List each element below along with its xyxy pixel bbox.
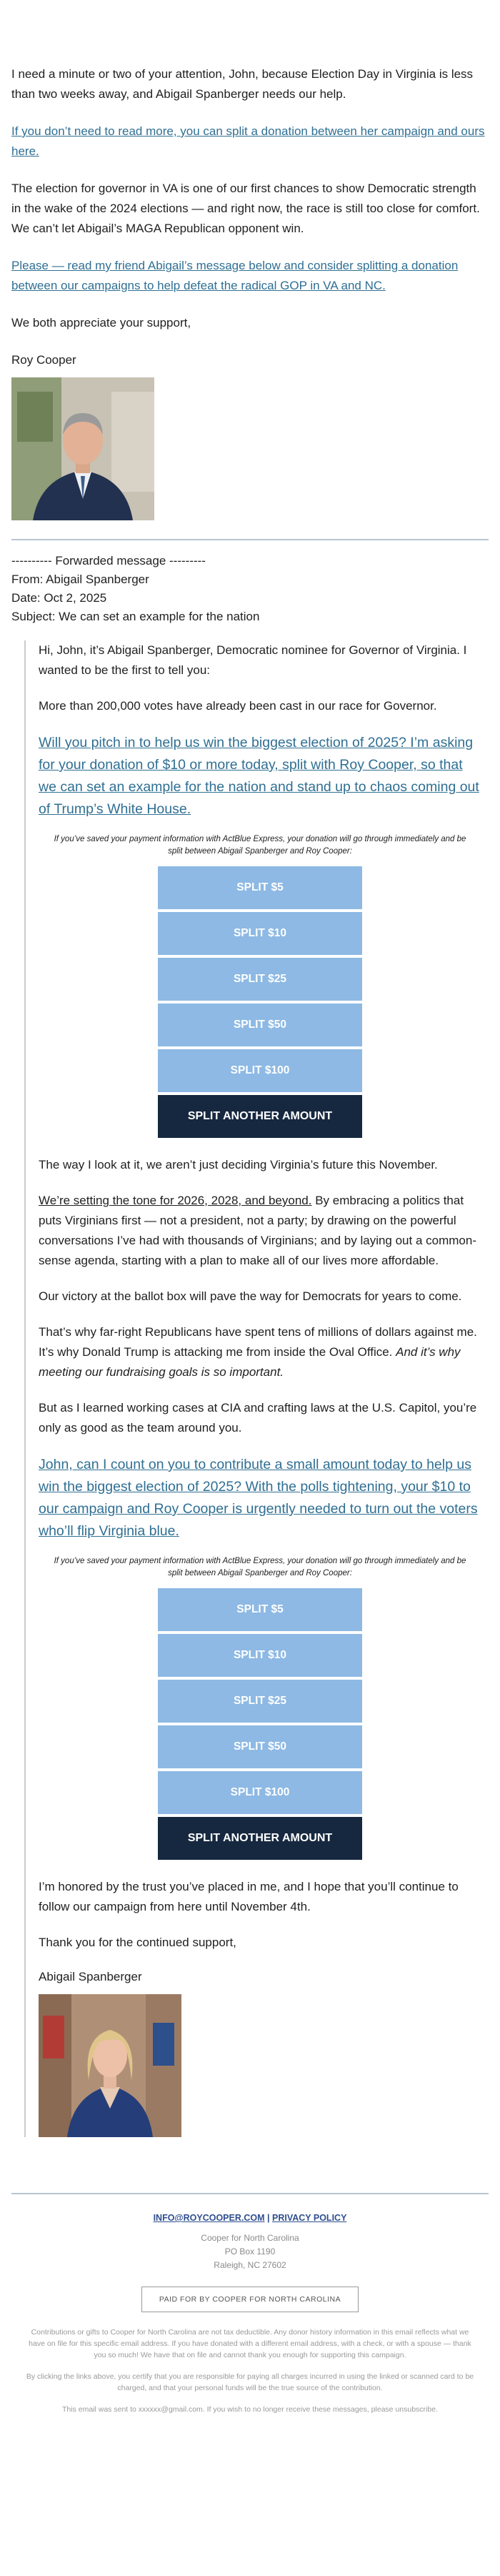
paid-for-disclaimer: PAID FOR BY COOPER FOR NORTH CAROLINA bbox=[141, 2287, 359, 2312]
message-paragraph-5: Our victory at the ballot box will pave the way for Democrats for years to come. bbox=[39, 1289, 462, 1303]
read-message-link[interactable]: Please — read my friend Abigail’s message below and consider splitting a donation between our campaigns to help defeat the radical GOP in VA and NC. bbox=[11, 259, 459, 292]
forwarded-message bbox=[24, 640, 489, 2137]
message-paragraph-8: I’m honored by the trust you’ve placed in me, and I hope that you’ll continue to follow our campaign from here until November 4th. bbox=[39, 1880, 459, 1913]
contribution-disclaimer: Contributions or gifts to Cooper for North Carolina are not tax deductible. Any donor history information in this email reflects what we have on file for this specific email address. If you have donated with a different email address, with a check, or with a spouse — thank you so much! We have that on file and cannot thank you enough for supporting this campaign. bbox=[29, 2328, 471, 2359]
message-paragraph-9: Thank you for the continued support, bbox=[39, 1936, 236, 1949]
email-contact-link[interactable]: INFO@ROYCOOPER.COM bbox=[153, 2213, 265, 2223]
fundraising-italic-text: And it’s why meeting our fundraising goals is so important. bbox=[39, 1345, 461, 1379]
split-5-button[interactable]: SPLIT $5 bbox=[158, 1588, 362, 1631]
roy-cooper-signature: Roy Cooper bbox=[11, 353, 76, 367]
tone-rest-text: By embracing a politics that puts Virginians first — not a president, not a party; by drawing on the powerful conversations I’ve had with thousands of Virginians; and by laying out a common-sense agenda, starting with a plan to make all of our lives more affordable. bbox=[39, 1194, 476, 1267]
intro-closing: We both appreciate your support, bbox=[11, 316, 191, 330]
tone-underline-text: We’re setting the tone for 2026, 2028, and beyond. bbox=[39, 1194, 312, 1207]
message-paragraph-7: But as I learned working cases at CIA and crafting laws at the U.S. Capitol, you’re only as good as the team around you. bbox=[39, 1401, 477, 1435]
abigail-spanberger-signature: Abigail Spanberger bbox=[39, 1970, 142, 1983]
intro-paragraph-1: I need a minute or two of your attention, John, because Election Day in Virginia is less than two weeks away, and Abigail Spanberger needs our help. bbox=[11, 67, 474, 101]
actblue-note-1: If you’ve saved your payment information with ActBlue Express, your donation will go through immediately and be split between Abigail Spanberger and Roy Cooper: bbox=[54, 835, 466, 856]
split-buttons-group-1 bbox=[158, 866, 362, 1138]
actblue-note-2: If you’ve saved your payment information with ActBlue Express, your donation will go through immediately and be split between Abigail Spanberger and Roy Cooper: bbox=[54, 1557, 466, 1577]
split-50-button[interactable]: SPLIT $50 bbox=[158, 1004, 362, 1046]
split-10-button[interactable]: SPLIT $10 bbox=[158, 912, 362, 955]
forward-date: Date: Oct 2, 2025 bbox=[11, 591, 107, 605]
mailing-address bbox=[11, 2231, 489, 2272]
donate-cta-link-2[interactable]: John, can I count on you to contribute a small amount today to help us win the biggest election of 2025? With the polls tightening, your $10 to our campaign and Roy Cooper is urgently needed to turn out the voters who’ll flip Virginia blue. bbox=[39, 1457, 478, 1539]
address-line-2: PO Box 1190 bbox=[224, 2246, 276, 2257]
split-50-button[interactable]: SPLIT $50 bbox=[158, 1725, 362, 1768]
roy-cooper-photo bbox=[11, 377, 154, 520]
intro-paragraph-2: The election for governor in VA is one of our first chances to show Democratic strength in the wake of the 2024 elections — and right now, the race is still too close for comfort. We can’t let Abigail’s MAGA Republican opponent win. bbox=[11, 182, 480, 235]
message-paragraph-2: More than 200,000 votes have already been cast in our race for Governor. bbox=[39, 699, 437, 713]
forward-divider bbox=[11, 539, 489, 540]
split-5-button[interactable]: SPLIT $5 bbox=[158, 866, 362, 909]
forward-separator: ---------- Forwarded message --------- bbox=[11, 554, 206, 568]
message-paragraph-4 bbox=[39, 1191, 481, 1271]
message-paragraph-1: Hi, John, it’s Abigail Spanberger, Democratic nominee for Governor of Virginia. I wanted to be the first to tell you: bbox=[39, 643, 467, 677]
footer-links bbox=[11, 2213, 489, 2223]
split-donation-link[interactable]: If you don’t need to read more, you can split a donation between her campaign and ours here. bbox=[11, 124, 485, 158]
split-100-button[interactable]: SPLIT $100 bbox=[158, 1049, 362, 1092]
message-paragraph-3: The way I look at it, we aren’t just deciding Virginia’s future this November. bbox=[39, 1158, 438, 1171]
split-25-button[interactable]: SPLIT $25 bbox=[158, 958, 362, 1001]
email-footer bbox=[11, 2193, 489, 2415]
address-line-3: Raleigh, NC 27602 bbox=[214, 2260, 286, 2270]
certification-disclaimer: By clicking the links above, you certify that you are responsible for paying all charges incurred in using the linked or scanned card to be charged, and that your personal funds will be the true source of the contribution. bbox=[26, 2372, 474, 2392]
split-buttons-group-2 bbox=[158, 1588, 362, 1860]
forward-subject: Subject: We can set an example for the nation bbox=[11, 610, 260, 623]
donate-cta-link-1[interactable]: Will you pitch in to help us win the biggest election of 2025? I’m asking for your donation of $10 or more today, split with Roy Cooper, so that we can set an example for the nation and stand up to chaos coming out of Trump’s White House. bbox=[39, 735, 479, 817]
privacy-policy-link[interactable]: PRIVACY POLICY bbox=[271, 2213, 347, 2223]
split-100-button[interactable]: SPLIT $100 bbox=[158, 1771, 362, 1814]
email-body bbox=[11, 0, 489, 2415]
message-paragraph-6 bbox=[39, 1322, 481, 1382]
forward-header bbox=[11, 552, 489, 626]
split-25-button[interactable]: SPLIT $25 bbox=[158, 1680, 362, 1723]
split-another-amount-button[interactable]: SPLIT ANOTHER AMOUNT bbox=[158, 1095, 362, 1138]
address-line-1: Cooper for North Carolina bbox=[201, 2233, 299, 2243]
abigail-spanberger-photo bbox=[39, 1994, 181, 2137]
footer-link-separator: | bbox=[264, 2213, 272, 2223]
forward-from: From: Abigail Spanberger bbox=[11, 573, 149, 586]
unsubscribe-note: This email was sent to xxxxxx@gmail.com. If you wish to no longer receive these messages, please unsubscribe. bbox=[62, 2405, 438, 2414]
attack-text: That’s why far-right Republicans have spent tens of millions of dollars against me. It’s why Donald Trump is attacking me from inside the Oval Office. bbox=[39, 1325, 477, 1359]
split-another-amount-button[interactable]: SPLIT ANOTHER AMOUNT bbox=[158, 1817, 362, 1860]
split-10-button[interactable]: SPLIT $10 bbox=[158, 1634, 362, 1677]
